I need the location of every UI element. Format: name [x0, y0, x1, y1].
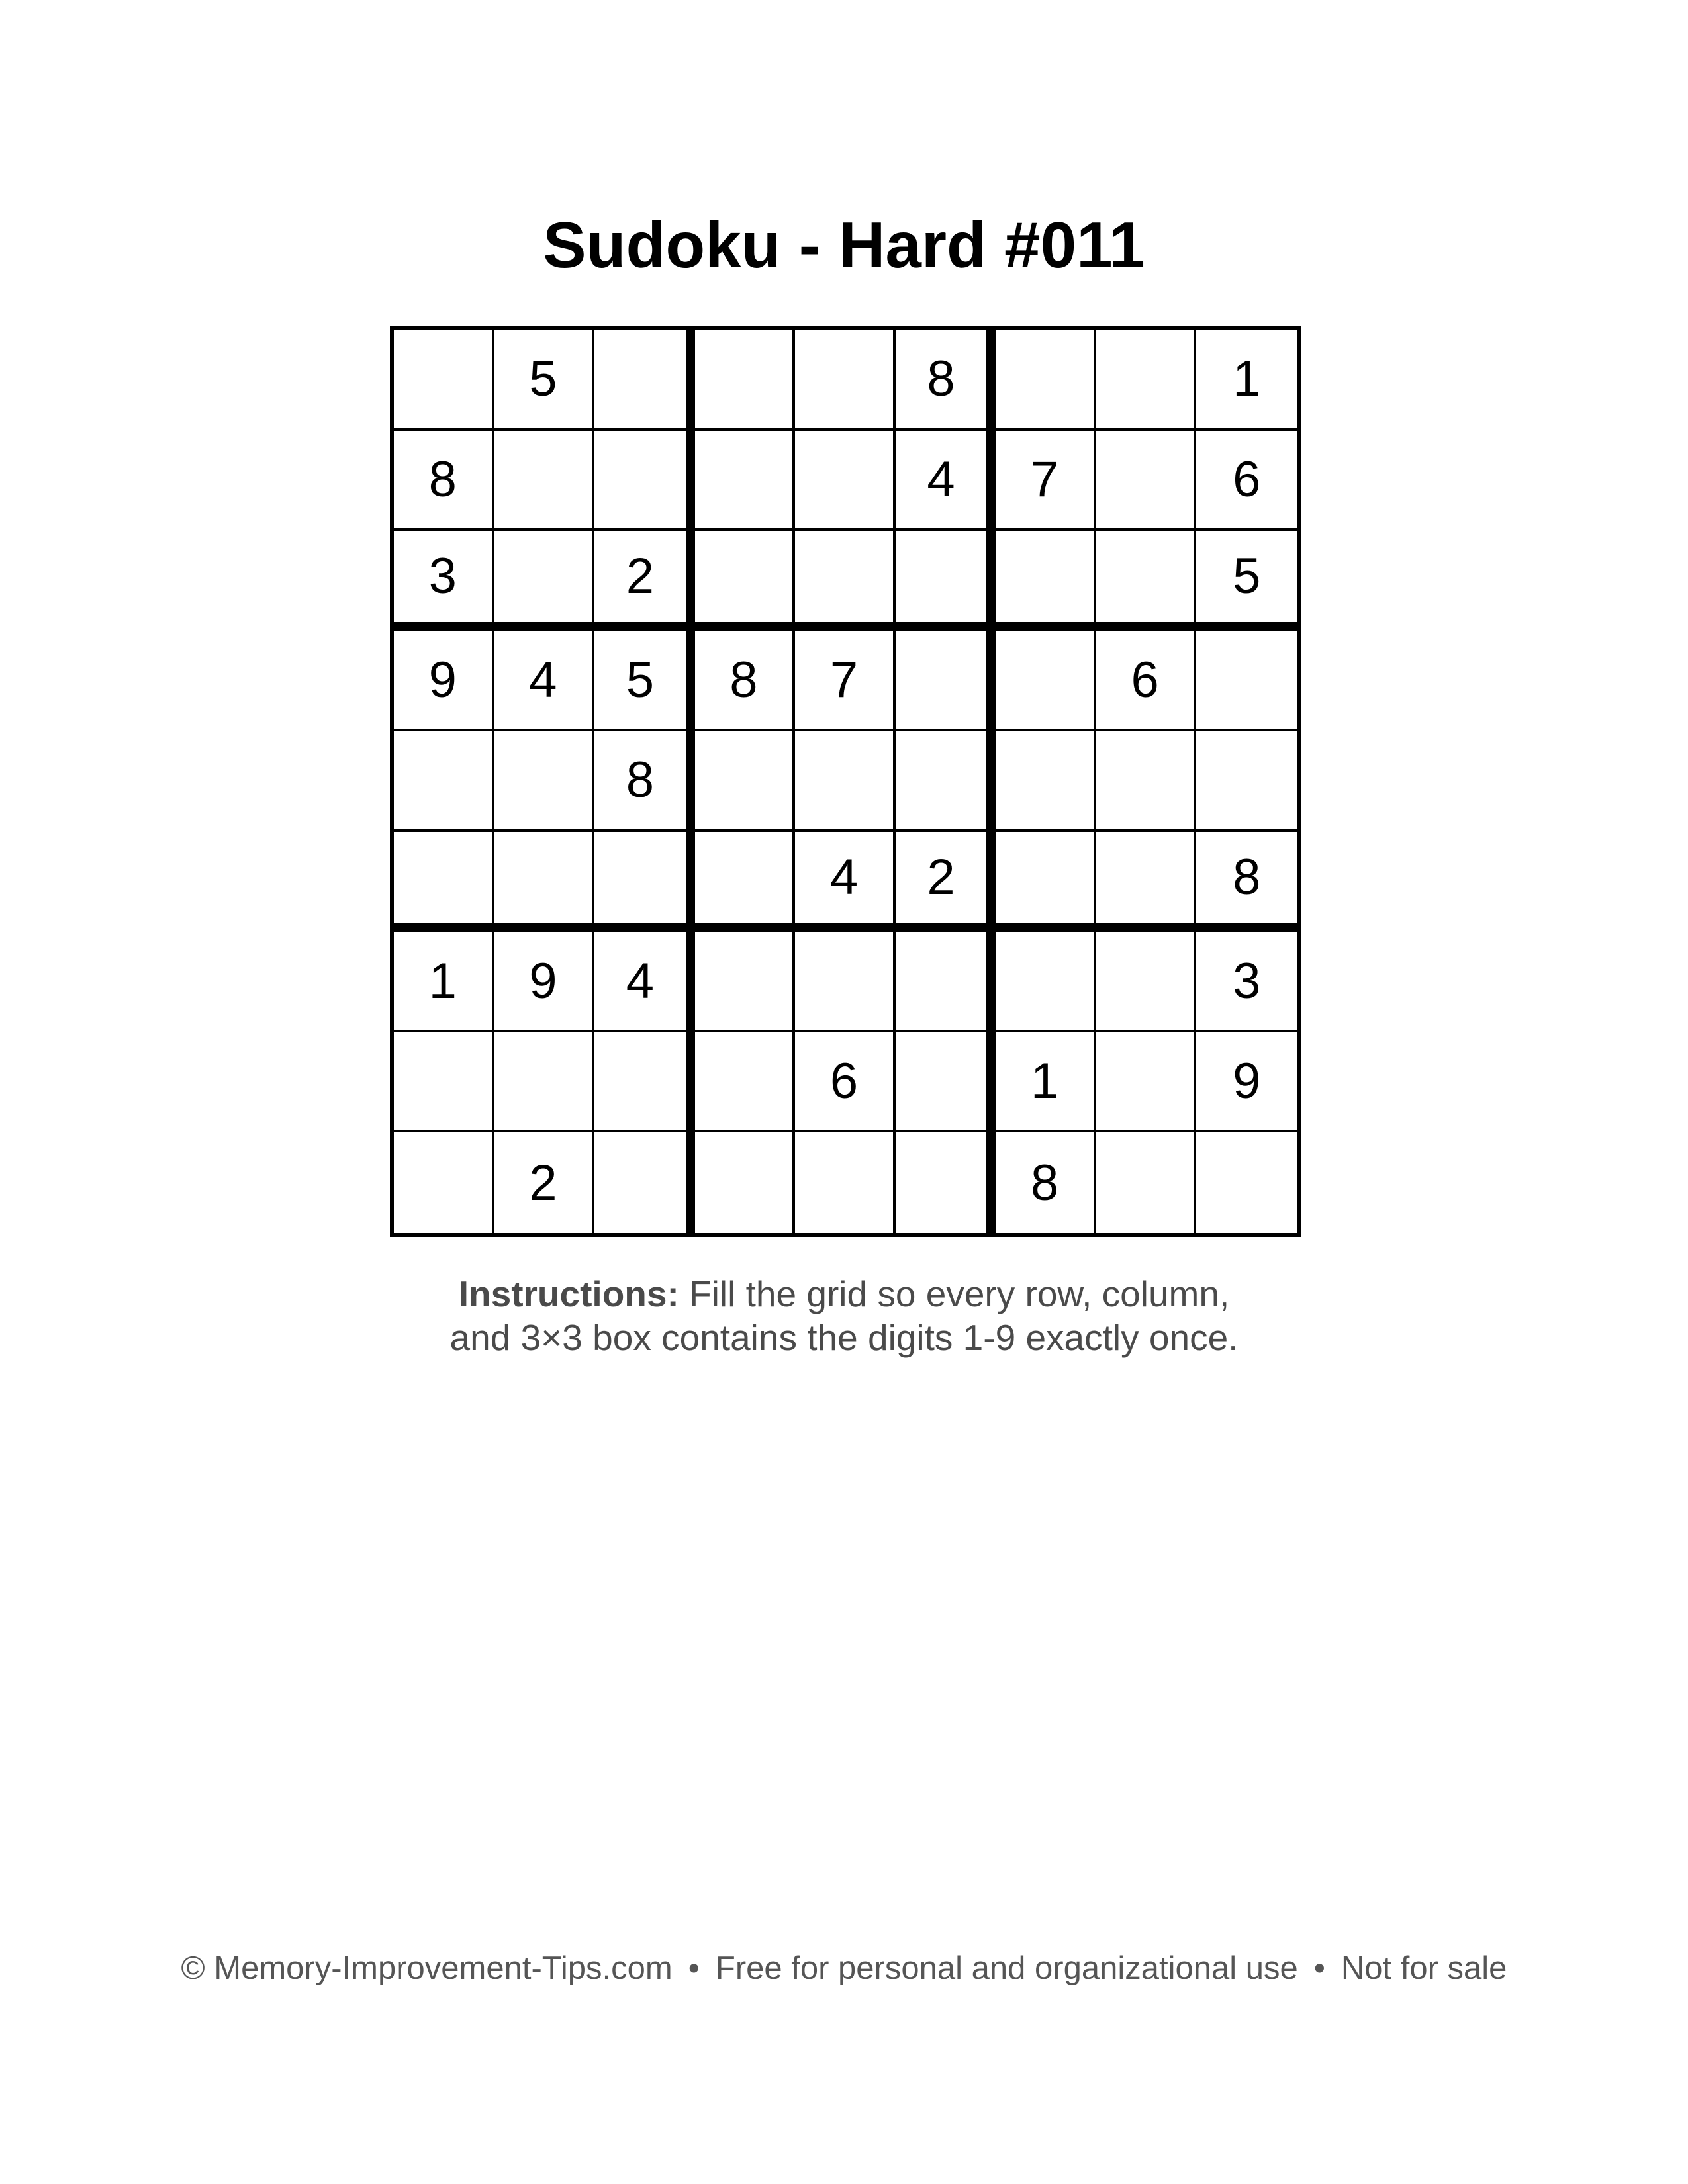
footer-sale: Not for sale — [1340, 1950, 1507, 1986]
given-cell: 9 — [494, 932, 595, 1032]
given-cell: 4 — [795, 832, 896, 933]
empty-cell[interactable] — [394, 832, 494, 933]
empty-cell[interactable] — [896, 932, 996, 1032]
empty-cell[interactable] — [594, 330, 695, 431]
empty-cell[interactable] — [996, 731, 1096, 832]
given-cell: 4 — [494, 631, 595, 732]
empty-cell[interactable] — [1096, 731, 1197, 832]
empty-cell[interactable] — [494, 1032, 595, 1133]
given-cell: 2 — [896, 832, 996, 933]
empty-cell[interactable] — [494, 832, 595, 933]
instructions-line-2: and 3×3 box contains the digits 1-9 exactly once. — [449, 1317, 1239, 1358]
given-cell: 9 — [1196, 1032, 1297, 1133]
footer-separator: • — [1313, 1950, 1325, 1986]
empty-cell[interactable] — [896, 531, 996, 631]
given-cell: 7 — [795, 631, 896, 732]
empty-cell[interactable] — [795, 731, 896, 832]
given-cell: 7 — [996, 431, 1096, 531]
footer-copyright: © Memory-Improvement-Tips.com — [181, 1950, 673, 1986]
given-cell: 6 — [795, 1032, 896, 1133]
empty-cell[interactable] — [1096, 431, 1197, 531]
empty-cell[interactable] — [996, 932, 1096, 1032]
given-cell: 2 — [594, 531, 695, 631]
given-cell: 8 — [394, 431, 494, 531]
empty-cell[interactable] — [394, 1132, 494, 1233]
empty-cell[interactable] — [1096, 531, 1197, 631]
given-cell: 1 — [1196, 330, 1297, 431]
empty-cell[interactable] — [494, 431, 595, 531]
given-cell: 1 — [996, 1032, 1096, 1133]
empty-cell[interactable] — [896, 1132, 996, 1233]
empty-cell[interactable] — [896, 731, 996, 832]
given-cell: 5 — [494, 330, 595, 431]
empty-cell[interactable] — [494, 731, 595, 832]
empty-cell[interactable] — [1196, 1132, 1297, 1233]
given-cell: 8 — [896, 330, 996, 431]
empty-cell[interactable] — [594, 1132, 695, 1233]
given-cell: 8 — [1196, 832, 1297, 933]
empty-cell[interactable] — [996, 531, 1096, 631]
given-cell: 4 — [594, 932, 695, 1032]
instructions-label: Instructions: — [458, 1273, 679, 1314]
empty-cell[interactable] — [695, 932, 796, 1032]
empty-cell[interactable] — [795, 932, 896, 1032]
empty-cell[interactable] — [1196, 631, 1297, 732]
empty-cell[interactable] — [695, 1032, 796, 1133]
empty-cell[interactable] — [695, 1132, 796, 1233]
empty-cell[interactable] — [996, 832, 1096, 933]
empty-cell[interactable] — [1096, 1132, 1197, 1233]
empty-cell[interactable] — [1096, 330, 1197, 431]
given-cell: 9 — [394, 631, 494, 732]
empty-cell[interactable] — [795, 330, 896, 431]
given-cell: 4 — [896, 431, 996, 531]
empty-cell[interactable] — [1096, 932, 1197, 1032]
given-cell: 6 — [1196, 431, 1297, 531]
empty-cell[interactable] — [695, 431, 796, 531]
given-cell: 5 — [594, 631, 695, 732]
empty-cell[interactable] — [394, 731, 494, 832]
empty-cell[interactable] — [896, 1032, 996, 1133]
given-cell: 6 — [1096, 631, 1197, 732]
empty-cell[interactable] — [494, 531, 595, 631]
empty-cell[interactable] — [594, 832, 695, 933]
footer-separator: • — [688, 1950, 700, 1986]
empty-cell[interactable] — [996, 631, 1096, 732]
empty-cell[interactable] — [394, 330, 494, 431]
empty-cell[interactable] — [1096, 832, 1197, 933]
empty-cell[interactable] — [695, 531, 796, 631]
given-cell: 8 — [996, 1132, 1096, 1233]
given-cell: 1 — [394, 932, 494, 1032]
empty-cell[interactable] — [695, 330, 796, 431]
empty-cell[interactable] — [795, 1132, 896, 1233]
instructions-line-1: Fill the grid so every row, column, — [689, 1273, 1230, 1314]
empty-cell[interactable] — [896, 631, 996, 732]
puzzle-title: Sudoku - Hard #011 — [543, 208, 1145, 281]
empty-cell[interactable] — [795, 431, 896, 531]
instructions — [0, 1272, 1688, 1359]
footer-usage: Free for personal and organizational use — [715, 1950, 1298, 1986]
empty-cell[interactable] — [594, 431, 695, 531]
given-cell: 2 — [494, 1132, 595, 1233]
empty-cell[interactable] — [594, 1032, 695, 1133]
sudoku-grid — [390, 326, 1301, 1237]
empty-cell[interactable] — [695, 832, 796, 933]
empty-cell[interactable] — [795, 531, 896, 631]
given-cell: 8 — [594, 731, 695, 832]
footer — [0, 1948, 1688, 1988]
empty-cell[interactable] — [1196, 731, 1297, 832]
empty-cell[interactable] — [394, 1032, 494, 1133]
given-cell: 3 — [394, 531, 494, 631]
empty-cell[interactable] — [695, 731, 796, 832]
empty-cell[interactable] — [1096, 1032, 1197, 1133]
given-cell: 5 — [1196, 531, 1297, 631]
given-cell: 8 — [695, 631, 796, 732]
empty-cell[interactable] — [996, 330, 1096, 431]
given-cell: 3 — [1196, 932, 1297, 1032]
